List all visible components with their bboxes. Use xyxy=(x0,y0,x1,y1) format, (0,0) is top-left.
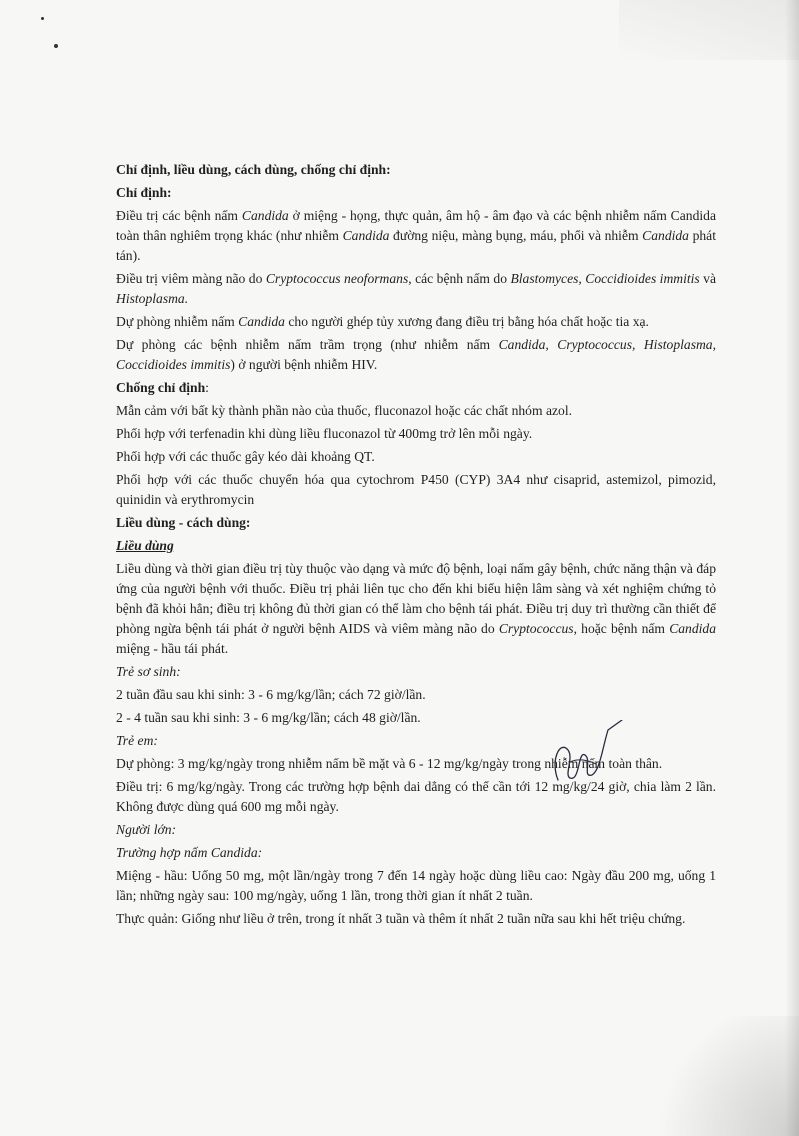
handwritten-signature xyxy=(530,720,630,790)
newborn-dose: 2 - 4 tuần sau khi sinh: 3 - 6 mg/kg/lần; cách 48 giờ/lần. xyxy=(116,710,421,725)
italic-term: Cryptococcus neoformans xyxy=(265,271,409,286)
italic-term: Candida xyxy=(241,208,289,223)
dosage-intro xyxy=(116,559,716,659)
children-label: Trẻ em: xyxy=(116,733,158,748)
text-run: Dự phòng các bệnh nhiễm nấm trầm trọng (như nhiễm nấm xyxy=(116,337,499,352)
text-run: , hoặc bệnh nấm xyxy=(573,621,670,636)
text-run: , các bệnh nấm do xyxy=(408,271,511,286)
italic-term: Candida xyxy=(669,621,717,636)
text-run: phát tán). xyxy=(116,228,716,263)
italic-term: Candida xyxy=(642,228,689,243)
text-run: ) ở người bệnh nhiễm HIV. xyxy=(230,357,378,372)
contraindication-item: Phối hợp với các thuốc gây kéo dài khoảng QT. xyxy=(116,449,375,464)
italic-term: Histoplasma. xyxy=(116,291,189,306)
italic-term: Blastomyces, Coccidioides immitis xyxy=(510,271,700,286)
text-run: Liều dùng và thời gian điều trị tùy thuộc vào dạng và mức độ bệnh, loại nấm gây bệnh, chức năng thận và đáp ứng của người bệnh với thuốc. Điều trị phải liên tục cho đến khi biểu hiện lâm sàng và xét nghiệm chứng tỏ bệnh đã khỏi hẳn; điều trị không đủ thời gian có thể làm cho bệnh tái phát. Điều trị duy trì thường cần thiết để phòng ngừa bệnh tái phát ở người bệnh AIDS và viêm màng não do xyxy=(116,561,716,636)
title-colon: : xyxy=(205,380,209,395)
adults-case-label: Trường hợp nấm Candida: xyxy=(116,845,263,860)
indication-paragraph xyxy=(116,335,716,375)
scan-speck xyxy=(54,44,58,48)
document-body xyxy=(116,160,716,932)
italic-term: Cryptococcus xyxy=(498,621,574,636)
dosage-title: Liều dùng - cách dùng: xyxy=(116,515,251,530)
indication-paragraph xyxy=(116,206,716,266)
contraindication-item: Phối hợp với terfenadin khi dùng liều fluconazol từ 400mg trở lên mỗi ngày. xyxy=(116,426,533,441)
text-run: đường niệu, màng bụng, máu, phổi và nhiễm xyxy=(389,228,643,243)
dosage-subtitle: Liều dùng xyxy=(116,538,174,553)
italic-term: Candida, Cryptococcus, Histoplasma, Coccidioides immitis xyxy=(116,337,716,372)
text-run: miệng - hầu tái phát. xyxy=(116,641,229,656)
scan-shadow-top xyxy=(619,0,799,60)
indication-paragraph xyxy=(116,269,716,309)
contraindication-item: Phối hợp với các thuốc chuyển hóa qua cytochrom P450 (CYP) 3A4 như cisaprid, astemizol, pimozid, quinidin và erythromycin xyxy=(116,472,716,507)
contraindication-item: Mẫn cảm với bất kỳ thành phần nào của thuốc, fluconazol hoặc các chất nhóm azol. xyxy=(116,403,572,418)
text-run: Điều trị viêm màng não do xyxy=(116,271,266,286)
contraindications-title xyxy=(116,378,716,398)
indication-paragraph xyxy=(116,312,716,332)
scan-speck xyxy=(41,17,44,20)
section-heading: Chỉ định, liều dùng, cách dùng, chống chỉ định: xyxy=(116,162,391,177)
text-run: cho người ghép tủy xương đang điều trị bằng hóa chất hoặc tia xạ. xyxy=(284,314,649,329)
text-run: Dự phòng nhiễm nấm xyxy=(116,314,239,329)
scan-shadow-right xyxy=(785,0,799,1136)
children-dose: Dự phòng: 3 mg/kg/ngày trong nhiễm nấm bề mặt và 6 - 12 mg/kg/ngày trong nhiễm nấm toàn thân. xyxy=(116,756,663,771)
children-dose: Điều trị: 6 mg/kg/ngày. Trong các trường hợp bệnh dai dẳng có thể cần tới 12 mg/kg/24 giờ, chia làm 2 lần. Không được dùng quá 600 mg mỗi ngày. xyxy=(116,779,716,814)
contraindications-title-text: Chống chỉ định xyxy=(116,380,206,395)
italic-term: Candida xyxy=(238,314,285,329)
text-run: ở miệng - họng, thực quản, âm hộ - âm đạo và các bệnh nhiễm nấm Candida toàn thân nghiêm trọng khác (như nhiễm xyxy=(116,208,716,243)
adult-dose: Thực quản: Giống như liều ở trên, trong ít nhất 3 tuần và thêm ít nhất 2 tuần nữa sau khi hết triệu chứng. xyxy=(116,911,686,926)
italic-term: Candida xyxy=(342,228,390,243)
scan-shadow-corner xyxy=(639,1016,799,1136)
indications-title: Chỉ định: xyxy=(116,185,172,200)
adult-dose: Miệng - hầu: Uống 50 mg, một lần/ngày trong 7 đến 14 ngày hoặc dùng liều cao: Ngày đầu 200 mg, uống 1 lần; những ngày sau: 100 mg/ngày, uống 1 lần, trong thời gian ít nhất 2 tuần. xyxy=(116,868,716,903)
text-run: và xyxy=(699,271,717,286)
newborn-label: Trẻ sơ sinh: xyxy=(116,664,181,679)
adults-label: Người lớn: xyxy=(116,822,177,837)
text-run: Điều trị các bệnh nấm xyxy=(116,208,242,223)
newborn-dose: 2 tuần đầu sau khi sinh: 3 - 6 mg/kg/lần; cách 72 giờ/lần. xyxy=(116,687,426,702)
